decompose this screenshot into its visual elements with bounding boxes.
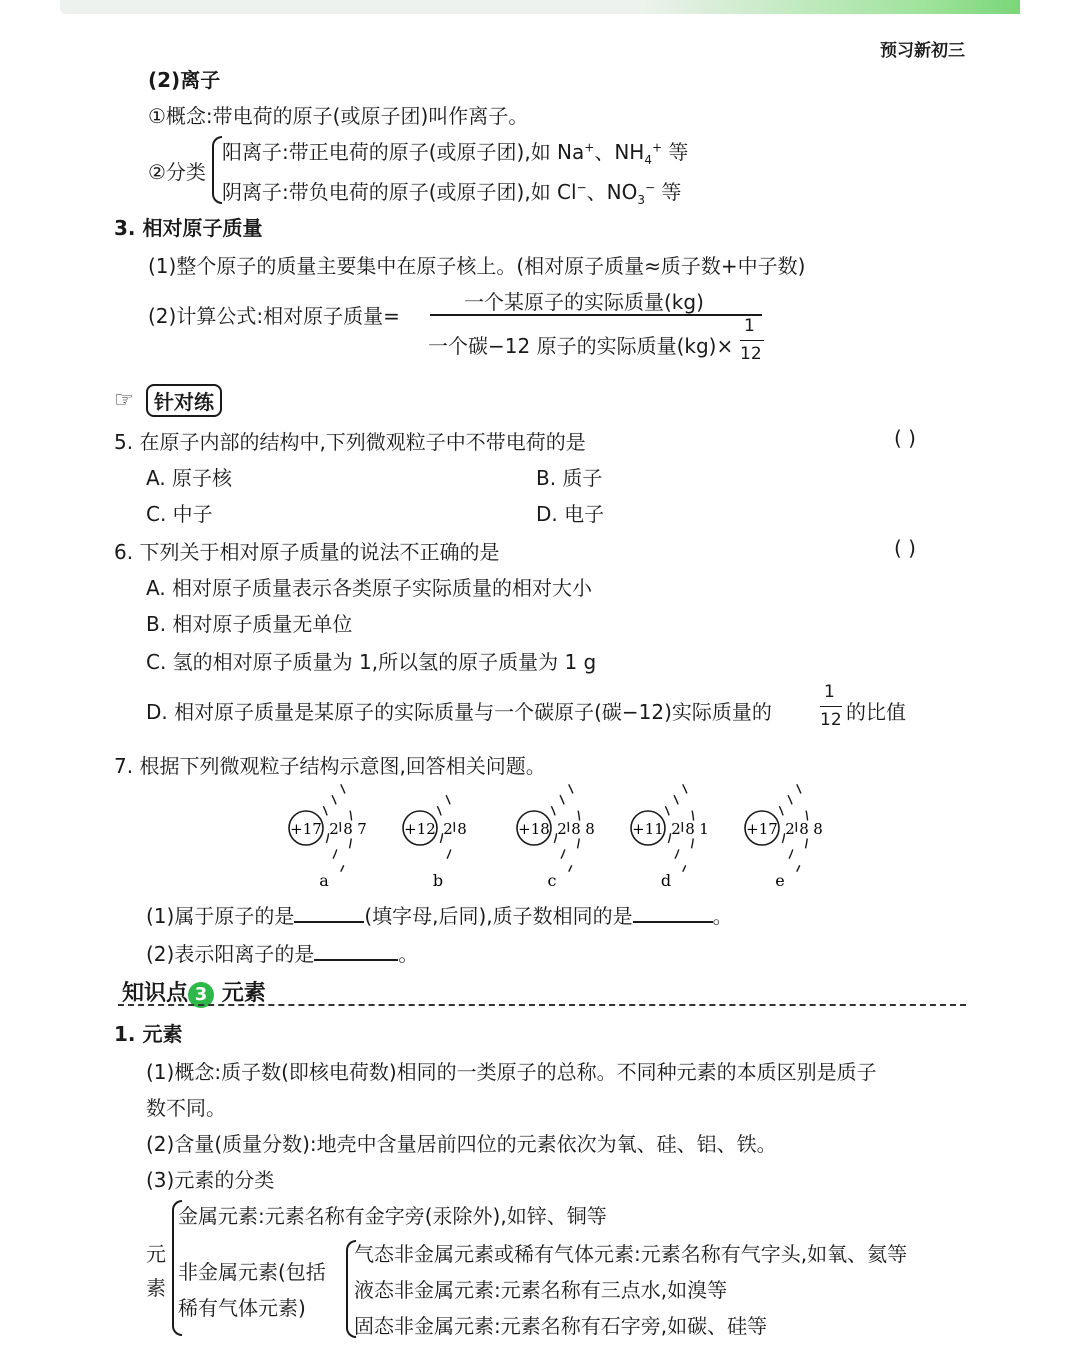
nucleus-charge: +17 [746,820,778,838]
anion-sup1: − [576,180,587,195]
q7-sub1-mid: (填字母,后同),质子数相同的是 [364,904,633,928]
cation-end: 等 [662,140,689,164]
q6-stem: 6. 下列关于相对原子质量的说法不正确的是 [114,540,500,564]
electron-shell-arc [323,806,329,850]
page-tag: 预习新初三 [880,41,965,61]
cation-sup1: + [584,140,595,155]
nucleus-charge: +12 [404,820,436,838]
shell-electron-count: 1 [699,820,709,838]
element-nonmetal-line1: 非金属元素(包括 [178,1260,326,1284]
element-concept-line1: (1)概念:质子数(即核电荷数)相同的一类原子的总称。不同种元素的本质区别是质子 [146,1060,877,1084]
section-dashed-divider [118,1004,966,1006]
top-decoration-bar [60,0,1020,14]
nucleus-charge: +11 [632,820,664,838]
cation-text: 阳离子:带正电荷的原子(或原子团),如 Na [222,140,585,164]
q7-blank-same-protons[interactable] [633,903,713,923]
anion-sub: 3 [637,193,645,207]
element-nonmetal-solid: 固态非金属元素:元素名称有石字旁,如碳、硅等 [354,1314,768,1338]
shell-electron-count: 8 [685,820,695,838]
shell-electron-count: 7 [357,820,367,838]
shell-electron-count: 2 [785,820,795,838]
shell-electron-count: 8 [813,820,823,838]
q6-d-frac-den: 12 [820,710,842,730]
cation-mid: 、NH [594,140,645,164]
practice-badge: 针对练 [146,384,222,417]
q6-option-d[interactable]: D. 相对原子质量是某原子的实际质量与一个碳原子(碳−12)实际质量的 [146,700,772,724]
ion-classify-label: ②分类 [148,160,206,184]
q7-sub2-end: 。 [398,942,419,966]
q7-sub2-pre: (2)表示阳离子的是 [146,942,315,966]
element-title: 1. 元素 [114,1022,183,1046]
q6-option-b[interactable]: B. 相对原子质量无单位 [146,612,353,636]
nucleus-charge: +17 [290,820,322,838]
q5-stem: 5. 在原子内部的结构中,下列微观粒子中不带电荷的是 [114,430,586,454]
q5-option-c[interactable]: C. 中子 [146,502,213,526]
q6-option-a[interactable]: A. 相对原子质量表示各类原子实际质量的相对大小 [146,576,593,600]
q7-blank-cation[interactable] [314,941,398,961]
formula-fraction-line [430,314,762,316]
q5-option-b[interactable]: B. 质子 [536,466,603,490]
q7-stem: 7. 根据下列微观粒子结构示意图,回答相关问题。 [114,754,546,778]
anion-mid: 、NO [586,180,638,204]
atom-label: b [432,871,444,890]
shell-electron-count: 8 [585,820,595,838]
anion-line [222,176,681,207]
electron-shell-arc [779,806,785,850]
element-nonmetal-liquid: 液态非金属元素:元素名称有三点水,如溴等 [354,1278,728,1302]
anion-text: 阴离子:带负电荷的原子(或原子团),如 Cl [222,180,577,204]
element-nonmetal-line2: 稀有气体元素) [178,1296,306,1320]
element-classify-title: (3)元素的分类 [146,1168,275,1192]
atom-diagram-a [289,784,367,890]
knowledge-point-title: 元素 [221,981,266,1006]
electron-shell-arc [551,806,557,850]
shell-electron-count: 8 [343,820,353,838]
q6-answer-paren[interactable]: ( ) [894,536,916,560]
q6-d-frac-num: 1 [824,682,835,702]
atom-label: e [775,871,785,890]
atom-label: d [660,871,672,890]
q7-sub1 [146,900,733,929]
knowledge-point-prefix: 知识点 [122,981,189,1006]
relative-mass-point1: (1)整个原子的质量主要集中在原子核上。(相对原子质量≈质子数+中子数) [148,254,806,278]
element-root-char2: 素 [146,1276,166,1300]
atom-diagram-b [403,795,467,890]
q6-d-frac-line [820,706,842,707]
atom-diagram-c [517,784,595,890]
shell-electron-count: 2 [329,820,339,838]
relative-mass-title: 3. 相对原子质量 [114,216,263,240]
hand-pointer-icon: ☞ [114,388,134,413]
element-root-char1: 元 [146,1242,166,1266]
formula-numerator: 一个某原子的实际质量(kg) [464,290,704,314]
electron-shell-arc [665,806,671,850]
nucleus-charge: +18 [518,820,550,838]
shell-electron-count: 2 [557,820,567,838]
shell-electron-count: 8 [799,820,809,838]
shell-electron-count: 2 [671,820,681,838]
q5-option-a[interactable]: A. 原子核 [146,466,233,490]
shell-electron-count: 8 [457,820,467,838]
den-frac-line [740,340,764,341]
den-frac-den: 12 [740,344,762,364]
ion-title: (2)离子 [148,68,221,92]
electron-shell-arc [437,806,443,850]
knowledge-point-number: 3 [188,982,214,1008]
atom-diagram-d [631,784,709,890]
atom-label: c [547,871,557,890]
formula-denominator: 一个碳−12 原子的实际质量(kg)× [428,334,734,358]
formula-label: (2)计算公式:相对原子质量= [148,304,400,328]
q5-answer-paren[interactable]: ( ) [894,426,916,450]
q6-option-c[interactable]: C. 氢的相对原子质量为 1,所以氢的原子质量为 1 g [146,650,597,674]
q7-sub2 [146,938,418,967]
cation-sub: 4 [644,153,652,167]
element-content: (2)含量(质量分数):地壳中含量居前四位的元素依次为氧、硅、铝、铁。 [146,1132,777,1156]
element-concept-line2: 数不同。 [146,1096,226,1120]
anion-end: 等 [655,180,682,204]
shell-electron-count: 8 [571,820,581,838]
element-metal: 金属元素:元素名称有金字旁(汞除外),如锌、铜等 [178,1204,607,1228]
q6-option-d-end: 的比值 [846,700,906,724]
den-frac-num: 1 [744,316,755,336]
q7-sub1-end: 。 [712,904,733,928]
atom-label: a [319,871,329,890]
shell-electron-count: 2 [443,820,453,838]
atom-structure-diagrams [280,782,840,892]
atom-diagram-e [745,784,823,890]
cation-sup2: + [651,140,663,155]
element-nonmetal-gas: 气态非金属元素或稀有气体元素:元素名称有气字头,如氧、氦等 [354,1242,908,1266]
anion-sup2: − [645,180,656,195]
q5-option-d[interactable]: D. 电子 [536,502,605,526]
q7-sub1-pre: (1)属于原子的是 [146,904,295,928]
ion-brace [212,136,222,204]
q7-blank-atoms[interactable] [294,903,364,923]
cation-line [222,136,688,167]
ion-concept: ①概念:带电荷的原子(或原子团)叫作离子。 [148,104,529,128]
